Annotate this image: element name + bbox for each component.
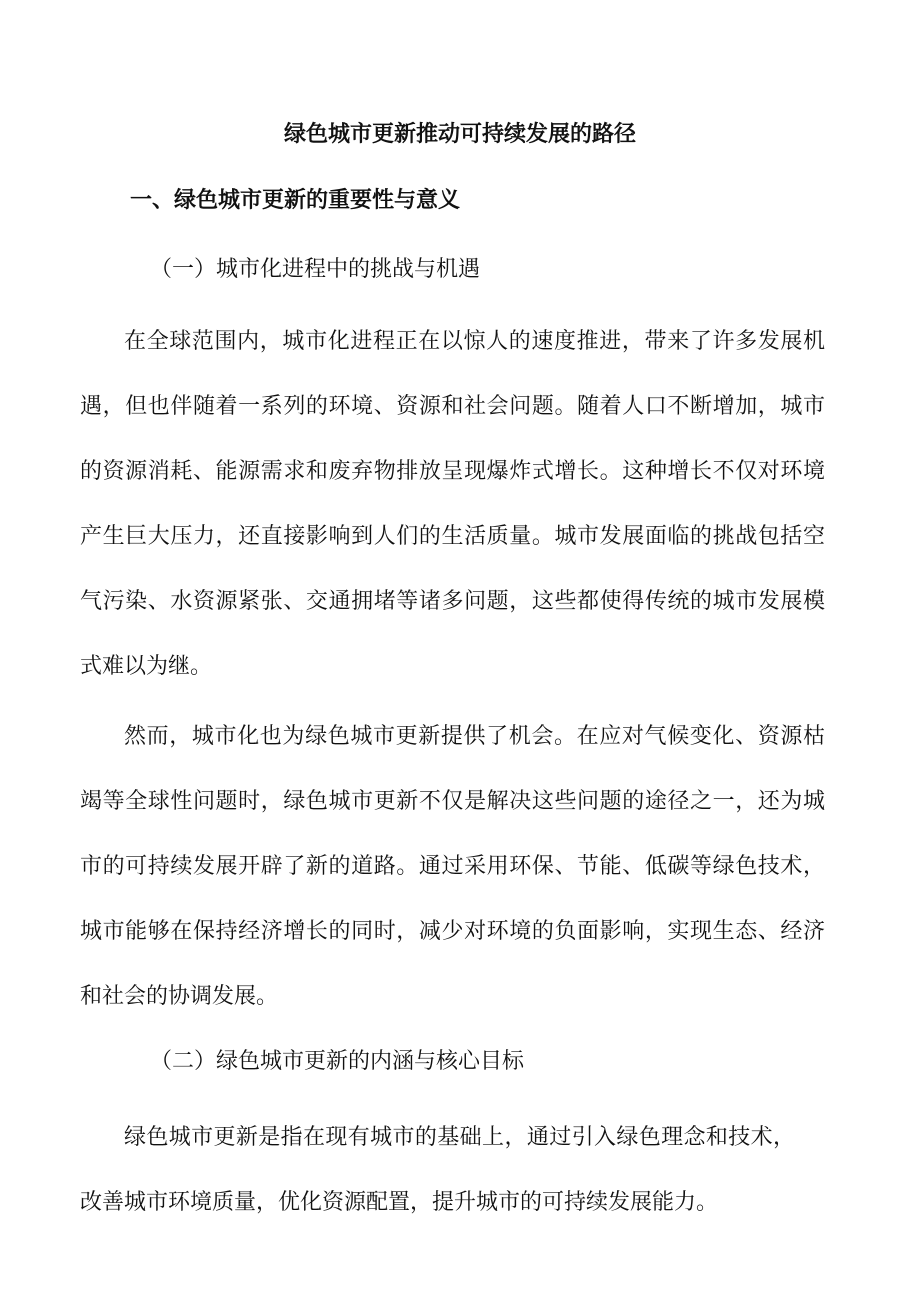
section-heading: 一、绿色城市更新的重要性与意义 [130,187,461,213]
paragraph-3: 绿色城市更新是指在现有城市的基础上，通过引入绿色理念和技术，改善城市环境质量，优化资源配置，提升城市的可持续发展能力。 [80,1125,795,1215]
document-title: 绿色城市更新推动可持续发展的路径 [283,121,636,147]
subsection-heading-2: （二）绿色城市更新的内涵与核心目标 [150,1049,525,1074]
paragraph-1: 在全球范围内，城市化进程正在以惊人的速度推进，带来了许多发展机遇，但也伴随着一系列的环境、资源和社会问题。随着人口不断增加，城市的资源消耗、能源需求和废弃物排放呈现爆炸式增长。这种增长不仅对环境产生巨大压力，还直接影响到人们的生活质量。城市发展面临的挑战包括空气污染、水资源紧张、交通拥堵等诸多问题，这些都使得传统的城市发展模式难以为继。 [80,329,825,679]
paragraph-2: 然而，城市化也为绿色城市更新提供了机会。在应对气候变化、资源枯竭等全球性问题时，绿色城市更新不仅是解决这些问题的途径之一，还为城市的可持续发展开辟了新的道路。通过采用环保、节能、低碳等绿色技术，城市能够在保持经济增长的同时，减少对环境的负面影响，实现生态、经济和社会的协调发展。 [80,724,825,1009]
subsection-heading-1: （一）城市化进程中的挑战与机遇 [150,257,481,282]
